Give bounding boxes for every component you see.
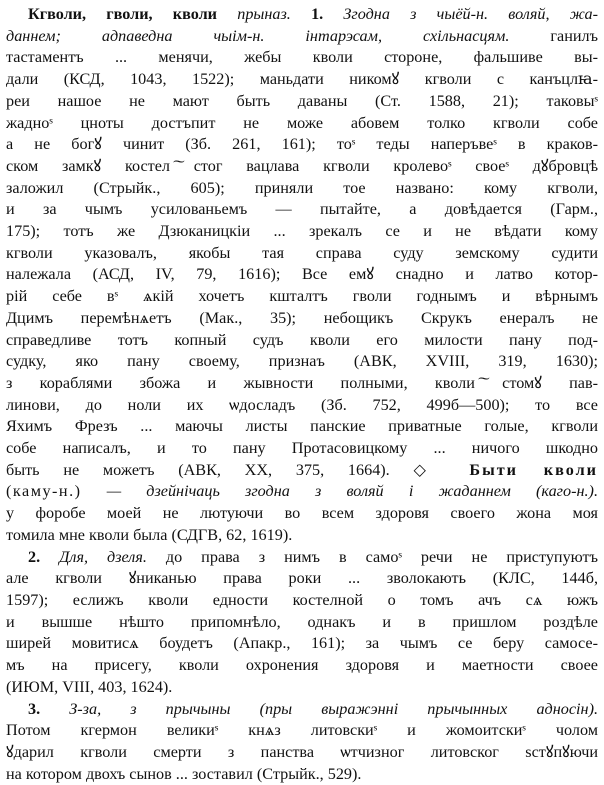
text-line: рій себе вˢ ѧкій хочетъ кшталтъ гволи годнымъ и вѣрнымъ <box>6 287 598 306</box>
text-line: судку, яко пану своему, признаъ (АВК, XVIII, 319, 1630); <box>6 352 598 371</box>
text-line: належала (АСД, IV, 79, 1616); Все емꙋ снадно и латво котор- <box>6 265 598 284</box>
sense-gloss: даннем; адпаведна чыім-н. інтарэсам, схільнасцям. <box>6 26 510 45</box>
text-line <box>6 26 598 48</box>
text-line: Дцимъ перемѣнѧетъ (Мак., 35); небощикъ Скрукъ енералъ не <box>6 308 598 327</box>
quote-text: быть не можетъ (АВК, XX, 375, 1664). <box>6 460 390 479</box>
text-line: жадноˢ цноты достъпит не може абовем толко кгволи собе <box>6 113 598 132</box>
text-line: реи нашое не мают быть даваны (Ст. 1588, 21); таковыˢ <box>6 91 598 110</box>
text-line: у форобе моей не лютуючи во всем здоровя своего жона моя <box>6 504 598 523</box>
text-line: ском замкꙋ костел ͠стог вацлава кгволи кролевоˢ своеˢ дꙋбровцѣ <box>6 156 598 175</box>
text-line: и вышше нѣшто припомнѣло, однакъ и в пришлом роздѣле <box>6 612 598 631</box>
text-line: мъ на присегу, кволи охронения здоровя и маетности своее <box>6 656 598 675</box>
text-line: Потом кгермон великиˢ кнѧз литовскиˢ и жомоитскиˢ чолом <box>6 721 598 740</box>
sense-2-header <box>6 547 598 569</box>
headword: Кгволи, гволи, кволи <box>28 5 218 23</box>
entry-header <box>6 4 598 26</box>
text-line: и за чымъ усилованьемъ — пытайте, а довѣдается (Гарм., <box>6 200 598 219</box>
text-line: справедливе тотъ копный судъ кволи его милости пану под- <box>6 330 598 349</box>
text-line: ꙋдарил кгволи смерти з панства ѡтчизног литовског ѕстꙋпꙋючи <box>6 742 598 761</box>
text-line: 1597); еслижъ кволи едности костелной о томъ ачъ сѧ южъ <box>6 590 598 609</box>
text-line: але кгволи ꙋниканью права роки ... зволокають (КЛС, 144б, <box>6 569 598 588</box>
sense-number: 3. <box>28 699 41 718</box>
text-line: линови, до ноли их ѡдосладъ (Зб. 752, 499б—500); то все <box>6 395 598 414</box>
text-line: ширей мовитисѧ боудетъ (Апакр., 161); за чымъ се беру самосе- <box>6 634 598 653</box>
text-line: томила мне кволи была (СДГВ, 62, 1619). <box>6 525 293 544</box>
text-line: на котором двохъ сынов ... зоставил (Стрыйк., 529). <box>6 764 362 783</box>
text-line: заложил (Стрыйк., 605); приняли тое названо: кому кгволи, <box>6 178 598 197</box>
text-line: дали (КСД, 1043, 1522); маньдати никомꙋ кгволи с канъцлꙗ- <box>6 70 598 89</box>
sense-gloss: Згодна з чыёй-н. воляй, жа- <box>343 5 599 23</box>
diamond-icon: ◇ <box>413 460 446 479</box>
sense-number: 2. <box>28 547 41 566</box>
quote-text: до права з нимъ в самоˢ речи не приступуютъ <box>165 547 598 566</box>
text-line: кгволи указовалъ, якобы тая справа суду земскому судити <box>6 243 598 262</box>
sense-3-header <box>6 699 598 721</box>
text-line: собе написалъ, и то пану Протасовицкому ... ничого шкодно <box>6 439 598 458</box>
text-line: (ИЮМ, VIII, 403, 1624). <box>6 677 173 696</box>
text-line: тастаментъ ... менячи, жебы кволи стороне, фальшиве вы- <box>6 48 598 67</box>
part-of-speech: прыназ. <box>237 5 291 23</box>
subentry-gloss: — дзейнічаць згодна з воляй і жаданнем (каго-н.). <box>106 482 598 501</box>
text-line: з кораблями збожа и жывности полными, кволи ͠стомꙋ пав- <box>6 373 598 392</box>
ganil-fragment: ганилъ <box>550 26 599 45</box>
text-line <box>6 481 598 503</box>
sense-gloss: З-за, з прычыны (пры выражэнні прычынных адносін). <box>69 699 599 718</box>
text-line: а не богꙋ чинит (Зб. 261, 161); тоˢ теды наперъвеˢ в краков- <box>6 135 598 154</box>
text-line: Яхимъ Фрезъ ... маючы листы панские приватные голые, кгволи <box>6 417 598 436</box>
subentry-term: Быти кволи <box>469 460 599 479</box>
sense-number: 1. <box>311 5 324 23</box>
subentry-case: (каму-н.) <box>6 482 82 501</box>
sense-gloss: Для, дзеля. <box>59 547 147 566</box>
text-line <box>6 460 598 482</box>
text-line: 175); тотъ же Дзюканицкіи ... зрекалъ се и не вѣдати кому <box>6 222 598 241</box>
